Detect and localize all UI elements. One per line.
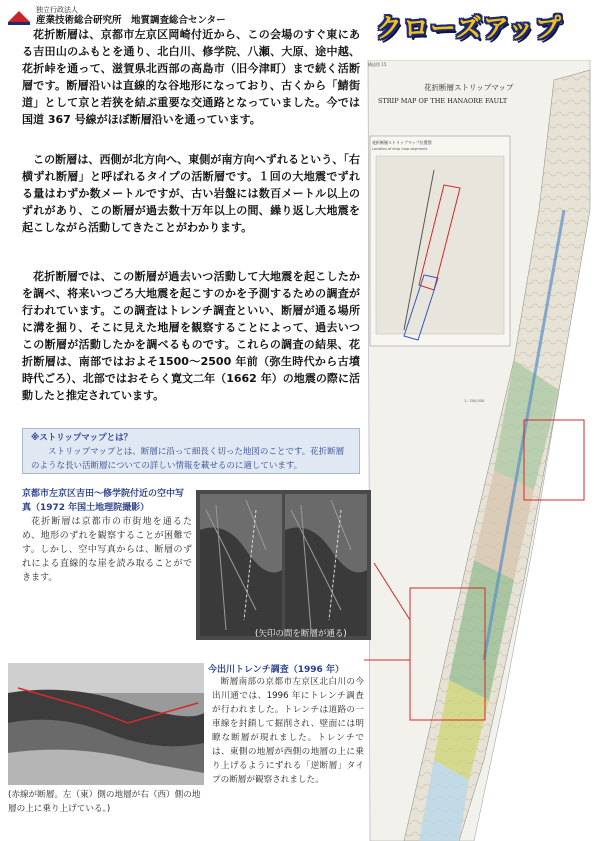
trench-title: 今出川トレンチ調査（1996 年） (208, 665, 344, 675)
note-title: ※ストリップマップとは？ (31, 433, 133, 443)
strip-map-note (22, 428, 360, 474)
paragraph-3: 花折断層では、この断層が過去いつ活動して大地震を起こしたかを調べ、将来いつごろ大地震を起こすのかを予測するための調査が行われています。この調査はトレンチ調査といい、断層が通る場所に溝を掘り、そこに見えた地層を観察することによって、過去いつこの断層が活動したかを調べるものです。これらの調査の結果、花折断層は、南部ではおよそ1500〜2500 年前（弥生時代から古墳時代ごろ）、北部ではおそらく寛文二年（1662 年）の地震の際に活動したと推定されています。 (22, 270, 360, 402)
aerial-body: 花折断層は京都市の市街地を通るため、地形のずれを観察することが困難です。しかし、空中写真からは、断層のずれによる直線的な崖を読み取ることができます。 (22, 517, 192, 583)
paragraph-2: この断層は、西側が北方向へ、東側が南方向へずれるという、「右横ずれ断層」と呼ばれるタイプの活断層です。１回の大地震でずれる量はわずか数メートルですが、古い岩盤には数百メートル以上のずれがあり、この断層が過去数十万年以上の間、繰り返し大地震を起こしながら活動してきたことがわかります。 (22, 153, 360, 234)
org-name: 産業技術総合研究所 地質調査総合センター (36, 15, 226, 26)
index-title: 花折断層ストリップマップ位置図 (372, 140, 432, 145)
aerial-title: 京都市左京区吉田〜修学院付近の空中写真（1972 年国土地理院撮影） (22, 489, 185, 513)
trench-body: 断層南部の京都市左京区北白川の今出川通では、1996 年にトレンチ調査が行われました。トレンチは道路の一車線を封鎖して掘削され、壁面には明瞭な断層が現れました。トレンチでは、東側の地層が西側の地層の上に乗り上げるようにずれる「逆断層」タイプの断層が観察されました。 (212, 677, 364, 785)
org-small: 独立行政法人 (36, 6, 78, 14)
index-subtitle: Location of strip map segments (372, 147, 428, 151)
trench-photo (8, 663, 204, 785)
aerial-photo (196, 490, 371, 640)
page-title: クローズアップ (376, 14, 562, 44)
map-scale: 1 : 200,000 (464, 399, 485, 403)
map-jp-title: 花折断層ストリップマップ (424, 83, 514, 92)
map-header-line: 構造図 15 (368, 62, 387, 67)
aerial-photo-note: (矢印の間を断層が通る) (255, 629, 347, 639)
aist-logo (6, 8, 32, 26)
trench-caption: (赤線が断層。左（東）側の地層が右（西）側の地層の上に乗り上げている。) (8, 790, 201, 814)
paragraph-1: 花折断層は、京都市左京区岡崎付近から、この会場のすぐ東にある吉田山のふもとを通り、北白川、修学院、八瀬、大原、途中越、花折峠を通って、滋賀県北西部の高島市（旧今津町）まで続く活断層です。断層沿いは直線的な谷地形になっており、古くから「鯖街道」として京と若狭を結ぶ重要な交通路となっていました。今では国道 367 号線がほぼ断層沿いを通っています。 (22, 28, 360, 126)
map-en-title: STRIP MAP OF THE HANAORE FAULT (378, 97, 508, 105)
aerial-caption (22, 487, 192, 585)
note-body: ストリップマップとは、断層に沿って細長く切った地図のことです。花折断層のような長い活断層についての詳しい情報を載せるのに適しています。 (31, 447, 345, 471)
strip-map (364, 60, 594, 841)
strip-map-graphic (364, 60, 594, 841)
